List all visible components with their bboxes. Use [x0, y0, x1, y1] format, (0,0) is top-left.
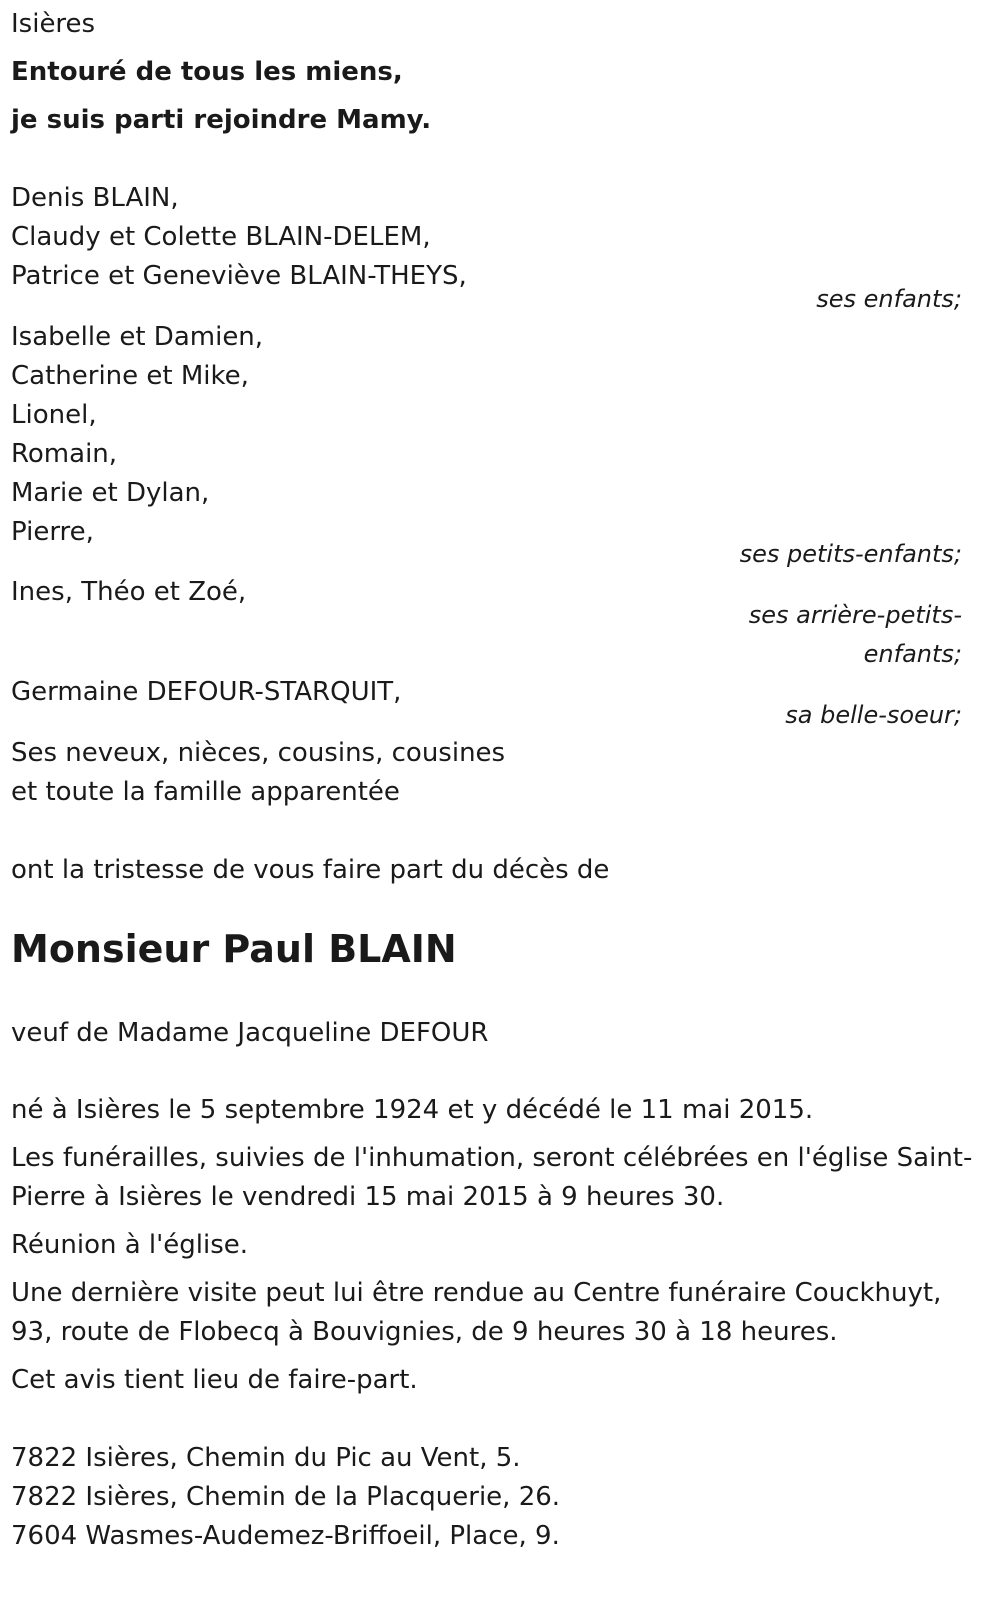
- great-grandchildren-role-line-1: ses arrière-petits-: [748, 601, 962, 629]
- widower-of-text: veuf de Madame Jacqueline DEFOUR: [11, 1018, 489, 1048]
- grandchild-name: Isabelle et Damien,: [11, 322, 264, 352]
- meeting-text: Réunion à l'église.: [11, 1230, 249, 1260]
- great-grandchildren-role-line-2: enfants;: [863, 640, 962, 668]
- motto-line-2: je suis parti rejoindre Mamy.: [11, 105, 432, 135]
- birth-death-text: né à Isières le 5 septembre 1924 et y décédé le 11 mai 2015.: [11, 1095, 814, 1125]
- notice-text: Cet avis tient lieu de faire-part.: [11, 1365, 418, 1395]
- child-name: Patrice et Geneviève BLAIN-THEYS,: [11, 261, 467, 291]
- grandchild-name: Lionel,: [11, 400, 97, 430]
- family-line-1: Ses neveux, nièces, cousins, cousines: [11, 738, 506, 768]
- motto-line-1: Entouré de tous les miens,: [11, 57, 403, 87]
- child-name: Claudy et Colette BLAIN-DELEM,: [11, 222, 431, 252]
- child-name: Denis BLAIN,: [11, 183, 179, 213]
- great-grandchildren-names: Ines, Théo et Zoé,: [11, 577, 247, 607]
- grandchild-name: Marie et Dylan,: [11, 478, 210, 508]
- grandchild-name: Catherine et Mike,: [11, 361, 249, 391]
- sister-in-law-name: Germaine DEFOUR-STARQUIT,: [11, 677, 402, 707]
- children-role: ses enfants;: [816, 285, 962, 313]
- children-list: [11, 179, 467, 296]
- deceased-name: Monsieur Paul BLAIN: [11, 927, 457, 971]
- visit-line-2: 93, route de Flobecq à Bouvignies, de 9 heures 30 à 18 heures.: [11, 1317, 838, 1347]
- funeral-line-2: Pierre à Isières le vendredi 15 mai 2015 à 9 heures 30.: [11, 1182, 725, 1212]
- funeral-line-1: Les funérailles, suivies de l'inhumation, seront célébrées en l'église Saint-: [11, 1143, 973, 1173]
- address-line: 7822 Isières, Chemin du Pic au Vent, 5.: [11, 1443, 521, 1473]
- location-heading: Isières: [11, 9, 96, 39]
- sister-in-law-role: sa belle-soeur;: [785, 701, 962, 729]
- grandchild-name: Romain,: [11, 439, 118, 469]
- address-line: 7604 Wasmes-Audemez-Briffoeil, Place, 9.: [11, 1521, 560, 1551]
- announcement-text: ont la tristesse de vous faire part du décès de: [11, 855, 610, 885]
- grandchild-name: Pierre,: [11, 517, 94, 547]
- grandchildren-list: [11, 318, 263, 552]
- address-line: 7822 Isières, Chemin de la Placquerie, 26.: [11, 1482, 561, 1512]
- grandchildren-role: ses petits-enfants;: [739, 540, 962, 568]
- address-list: [11, 1439, 560, 1556]
- visit-line-1: Une dernière visite peut lui être rendue au Centre funéraire Couckhuyt,: [11, 1278, 942, 1308]
- family-line-2: et toute la famille apparentée: [11, 777, 400, 807]
